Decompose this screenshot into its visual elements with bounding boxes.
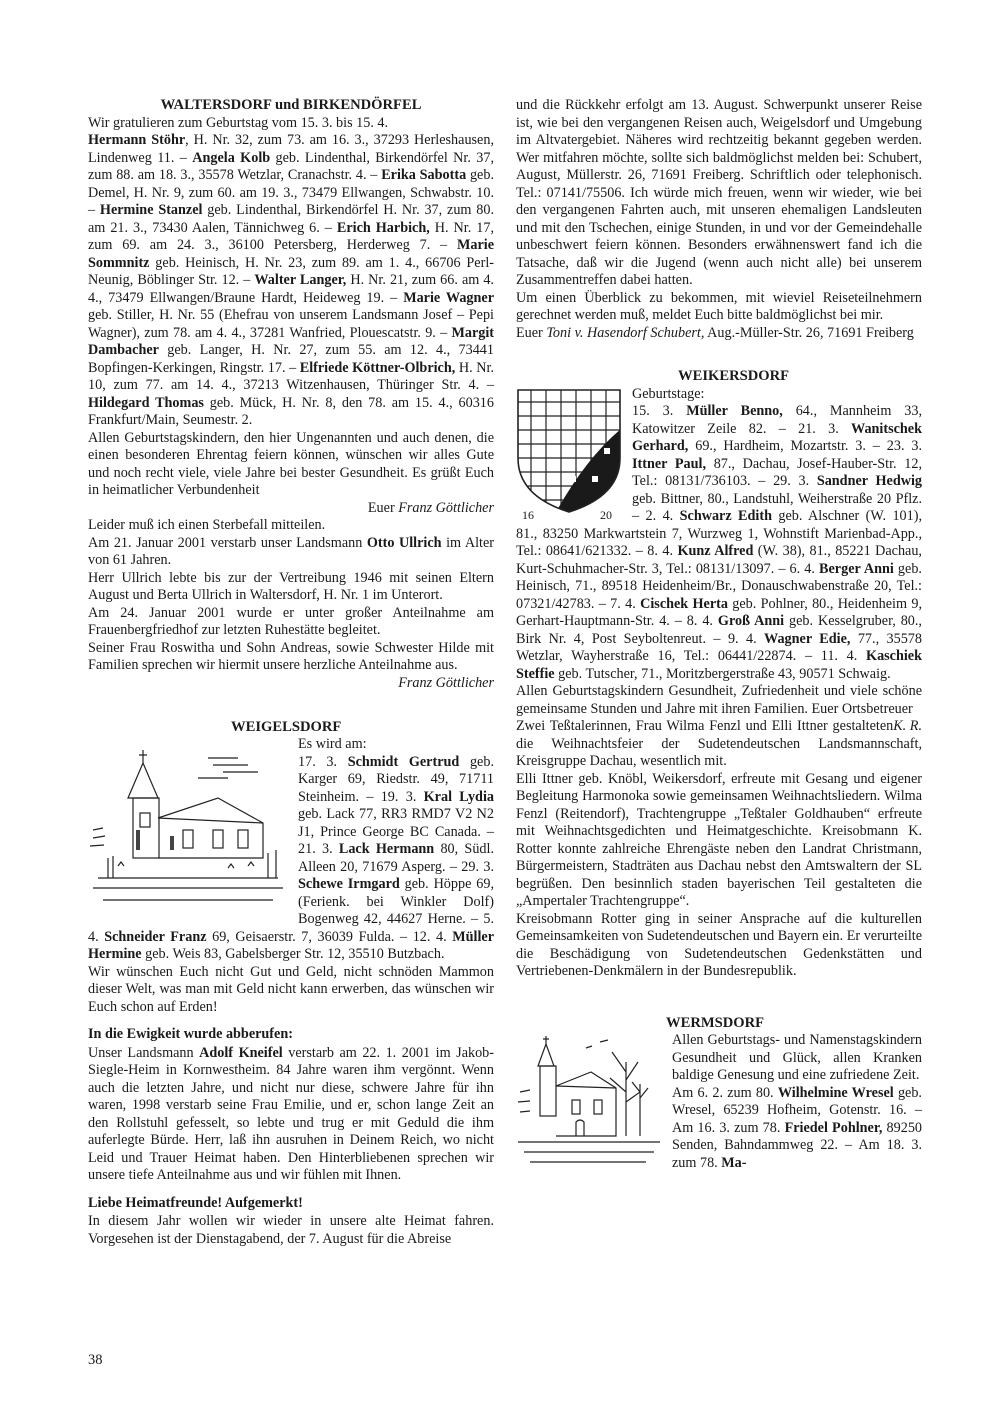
death-notice-burial: Am 24. Januar 2001 wurde er unter großer Anteilnahme am Frauenbergfriedhof zur letzten Ruhestätte begleitet. [88, 604, 494, 638]
page-number: 38 [88, 1352, 103, 1368]
weigelsdorf-intro: Es wird am: [298, 736, 367, 752]
birthday-entry [104, 929, 452, 945]
birthday-name: Hermine Stanzel [99, 202, 203, 218]
birthday-details: 69, Geisaerstr. 7, 36039 Fulda. – 12. 4. [206, 928, 453, 945]
birthday-name: Schneider Franz [104, 928, 207, 945]
section-heading-weikersdorf: WEIKERSDORF [678, 368, 790, 384]
birthday-details: geb. Wresel, 65239 Hofheim, Gotenstr. 16. – Am 16. 3. zum 78. [672, 1084, 922, 1136]
birthday-details: geb. Weis 83, Gabelsberger Str. 12, 35510 Butzbach. [141, 946, 445, 962]
birthday-details: geb. Demel, H. Nr. 9, zum 60. am 19. 3., 73479 Ellwangen, Schwabstr. 10. – [88, 167, 494, 218]
birthday-name: Hermann Stöhr [88, 132, 186, 148]
birthday-details: geb. Höppe 69, (Ferienk. bei Winkler Dolf) Bogenweg 42, 44627 Herne. – 5. 4. [88, 876, 494, 945]
birthday-entry [88, 395, 494, 429]
birthday-details: geb. Alschner (W. 101), 81., 83250 Markwartstein 7, Wurzweg 1, Wohnstift Marienbad-App., Tel.: 08641/621332. – 8. 4. [516, 508, 923, 559]
birthday-details: H. Nr. 17, zum 69. am 24. 3., 36100 Petersberg, Herderweg 7. – [88, 219, 494, 253]
death-notice-intro: Leider muß ich einen Sterbefall mitteilen. [88, 517, 326, 533]
birthday-name: Wanitschek Gerhard, [632, 420, 922, 454]
birthday-details: 89250 Senden, Bahndammweg 22. – Am 18. 3. zum 78. [672, 1119, 923, 1171]
death-notice-condolence: Seiner Frau Roswitha und Sohn Andreas, sowie Schwester Hilde mit Familien sprechen wir hiermit unsere herzliche Anteilnahme aus. Franz Göttlicher [88, 639, 494, 691]
birthday-details: 77., 35578 Wetzlar, Wayherstraße 16, Tel.: 06441/22874. – 11. 4. [516, 630, 922, 664]
weigelsdorf-wish: Wir wünschen Euch nicht Gut und Geld, nicht schnöden Mammon dieser Welt, was man mit Geld nicht kann erwerben, das wünschen wir Euch schon auf Erden! [88, 963, 494, 1015]
birthday-details: 80, Südl. Alleen 20, 71679 Asperg. – 29. 3. [298, 841, 494, 875]
attention-text: In diesem Jahr wollen wir wieder in unsere alte Heimat fahren. Vorgesehen ist der Dienstagabend, der 7. August für die Abreise [88, 1213, 494, 1247]
birthday-details: geb. Lindenthal, Birkendörfel H. Nr. 37, zum 80. am 21. 3., 73430 Aalen, Tännichweg 6. – [88, 202, 495, 236]
birthday-name: Erich Harbich, [336, 219, 430, 236]
left-column [88, 97, 494, 1248]
weikersdorf-wishes: Allen Geburtstagskindern Gesundheit, Zufriedenheit und viele schöne gemeinsame Stunden und Jahre mit ihren Familien. Euer Ortsbetreuer K. R. [516, 683, 922, 734]
birthday-date: Am 6. 2. zum 80. [672, 1084, 778, 1101]
birthday-name: Ma- [721, 1154, 747, 1171]
birthday-details: H. Nr. 21, zum 66. am 4. 4., 73479 Ellwangen/Braune Hardt, Heideweg 19. – [88, 272, 494, 306]
travel-continuation: und die Rückkehr erfolgt am 13. August. Schwerpunkt unserer Reise ist, wie bei den vergangenen Reisen auch, Weigelsdorf und Umgebung im Altvatergebiet. Näheres wird rechtzeitig bekannt gegeben werden. Wer mitfahren möchte, sollte sich baldmöglichst melden bei: Schubert, August, Müllerstr. 26, 71691 Freiberg. Schriftlich oder telephonisch. Tel.: 07141/75506. Ich würde mich freuen, wenn wir wieder, wie bei den vergangenen Fahrten auch, mit unseren ehemaligen Landsleuten und mit den Tschechen, einige Stunden, in und vor der Gemeindehalle unbeschwert feiern können. Besonders erwähnenswert fand ich die Tatsache, daß wir die Jugend (wenn auch nicht alle) bei unserem Zusammentreffen dabei hatten. [516, 97, 922, 288]
section-heading-weigelsdorf: WEIGELSDORF [231, 718, 342, 735]
birthday-name: Hildegard Thomas [88, 394, 204, 411]
weikersdorf-christmas: Zwei Teßtalerinnen, Frau Wilma Fenzl und Elli Ittner gestalteten die Weihnachtsfeier der Sudetendeutschen Landsmannschaft, Kreisgruppe Dachau, wesentlich mit. [516, 718, 922, 769]
eternity-heading: In die Ewigkeit wurde abberufen: [88, 1026, 293, 1042]
birthday-details: geb. Tutscher, 71., Moritzbergerstraße 43, 90571 Schwaig. [554, 665, 891, 682]
birthday-details: geb. Langer, H. Nr. 27, zum 55. am 12. 4., 73441 Bopfingen-Kerkingen, Ringstr. 17. – [88, 342, 494, 376]
right-column [516, 97, 922, 1176]
birthday-name: Marie Sommnitz [88, 237, 494, 271]
crest-year-right: 20 [600, 508, 612, 522]
travel-signature: Euer Toni v. Hasendorf Schubert, Aug.-Müller-Str. 26, 71691 Freiberg [516, 324, 914, 341]
birthday-name: Wilhelmine Wresel [777, 1084, 894, 1101]
birthday-entry [721, 1155, 746, 1171]
birthday-name: Müller Benno, [686, 403, 783, 419]
birthday-date: 17. 3. [298, 753, 348, 770]
eternity-notice: Unser Landsmann Adolf Kneifel verstarb am 22. 1. 2001 im Jakob-Siegle-Heim in Kornwestheim. 84 Jahre waren ihm vergönnt. Wenn auch die letzten Jahre, und nicht nur diese, schwere Jahre für ihn waren, 1998 verstarb seine Frau Emilie, und er, schon lange Zeit an den Rollstuhl gefesselt, so lebte und trug er mit Geduld die ihm auferlegte Bürde. Herr, laß ihn ausruhen in Deinem Reich, wo nicht Leid und Trauer Heimat haben. Den Hinterbliebenen sprechen wir unsere tiefe Anteilnahme aus und wir fühlen mit Ihnen. [88, 1044, 494, 1183]
waltersdorf-intro: Wir gratulieren zum Geburtstag vom 15. 3. bis 15. 4. [88, 114, 389, 131]
wermsdorf-intro: Allen Geburtstags- und Namenstagskindern Gesundheit und Glück, allen Kranken baldige Genesung und eine zufriedene Zeit. [672, 1032, 922, 1083]
birthday-details: (W. 38), 81., 85221 Dachau, Kurt-Schuhmacher-Str. 3, Tel.: 08131/13097. – 6. 4. [516, 543, 922, 577]
birthday-name: Walter Langer, [254, 272, 347, 288]
birthday-name: Cischek Herta [640, 595, 728, 612]
birthday-details: geb. Karger 69, Riedstr. 49, 71711 Steinheim. – 19. 3. [298, 753, 494, 805]
waltersdorf-wishes: Allen Geburtstagskindern, den hier Ungenannten und auch denen, die einen besonderen Ehrentag feiern können, wünschen wir alles Gute und noch recht viele, viele Jahre bei bester Gesundheit. Es grüßt Euch in heimatlicher Verbundenheit [88, 429, 494, 498]
birthday-details: geb. Lindenthal, Birkendörfel Nr. 37, zum 88. am 18. 3., 35578 Wetzlar, Cranachstr. 4. – [88, 149, 495, 183]
birthday-details: 87., Dachau, Josef-Hauber-Str. 12, Tel.: 08131/736103. – 29. 3. [632, 455, 922, 489]
attention-heading: Liebe Heimatfreunde! Aufgemerkt! [88, 1194, 303, 1211]
waltersdorf-birthday-list [88, 132, 494, 430]
chapel-illustration [516, 1032, 662, 1174]
death-notice: Am 21. Januar 2001 verstarb unser Landsmann Otto Ullrich im Alter von 61 Jahren. [88, 534, 494, 568]
section-heading-waltersdorf: WALTERSDORF und BIRKENDÖRFEL [160, 97, 422, 113]
birthday-name: Groß Anni [717, 613, 785, 629]
birthday-name: Müller Hermine [88, 928, 495, 962]
birthday-date: 15. 3. [632, 403, 687, 419]
birthday-name: Schwarz Edith [679, 508, 772, 524]
birthday-name: Friedel Pohlner, [784, 1119, 883, 1136]
birthday-name: Sandner Hedwig [816, 473, 922, 489]
travel-registration: Um einen Überblick zu bekommen, mit wieviel Reiseteilnehmern gerechnet werden muß, meldet Euch bitte baldmöglichst bei mir. [516, 289, 922, 323]
birthday-details: H. Nr. 10, zum 77. am 14. 4., 37213 Witzenhausen, Thüringer Str. 4. – [88, 359, 494, 393]
weikersdorf-crest [516, 388, 622, 522]
birthday-name: Lack Hermann [338, 841, 435, 857]
weikersdorf-intro: Geburtstage: [632, 385, 705, 402]
birthday-name: Schmidt Gertrud [347, 753, 460, 770]
birthday-details: geb. Bittner, 80., Landstuhl, Weiherstraße 20 Pflz. – 2. 4. [632, 490, 922, 524]
birthday-details: geb. Stiller, H. Nr. 55 (Ehefrau von unserem Landsmann Josef – Pepi Wagner), zum 78. am 4. 4., 37281 Wanfried, Plouescatstr. 9. – [88, 307, 494, 341]
birthday-name: Berger Anni [819, 560, 894, 577]
birthday-name: Margit Dambacher [88, 324, 494, 358]
birthday-name: Kunz Alfred [677, 543, 754, 559]
weikersdorf-celebration: Elli Ittner geb. Knöbl, Weikersdorf, erfreute mit Gesang und eigener Begleitung Harmonoka sowie gemeinsamen Weihnachtsliedern. Wilma Fenzl (Reitendorf), Trachtengruppe „Teßtaler Goldhauben“ erfreute mit Weihnachtsgedichten und Heimatgeschichte. Kreisobmann K. Rotter konnte zahlreiche Ehrengäste neben den Landrat Christmann, Bürgermeistern, Stadträten aus Dachau nebst den Amtswaltern der SL begrüßen. Den besinnlich staden bayerischen Teil gestalteten die „Ampertaler Trachtengruppe“. [516, 770, 922, 909]
birthday-details: geb. Heinisch, H. Nr. 23, zum 89. am 1. 4., 66706 Perl-Neunig, Böblinger Str. 12. – [88, 254, 494, 288]
birthday-details: geb. Pohlner, 80., Heidenheim 9, Gerhart-Hauptmann-Str. 4. – 8. 4. [516, 595, 922, 629]
birthday-name: Erika Sabotta [381, 167, 467, 183]
birthday-details: geb. Kesselgruber, 80., Birk Nr. 4, Post Seyboltenreut. – 9. 4. [516, 613, 922, 647]
birthday-details: 69., Hardheim, Mozartstr. 3. – 23. 3. [688, 438, 922, 454]
birthday-details: geb. Lack 77, RR3 RMD7 V2 N2 J1, Prince George BC Canada. – 21. 3. [298, 806, 494, 857]
birthday-details: 64., Mannheim 33, Katowitzer Zeile 82. – 21. 3. [632, 403, 923, 437]
birthday-name: Schewe Irmgard [298, 876, 400, 892]
birthday-details: geb. Mück, H. Nr. 8, den 78. am 15. 4., 60316 Frankfurt/Main, Seumestr. 2. [88, 394, 494, 428]
birthday-name: Kral Lydia [423, 788, 494, 805]
death-notice-history: Herr Ullrich lebte bis zur der Vertreibung 1946 mit seinen Eltern August und Berta Ullrich in Waltersdorf, H. Nr. 1 im Unterort. [88, 569, 494, 603]
birthday-name: Ittner Paul, [632, 455, 707, 472]
birthday-details: geb. Heinisch, 71., 89518 Heidenheim/Br., Donauschwabenstraße 20, Tel.: 07321/42783. – 7. 4. [516, 560, 922, 612]
birthday-name: Kaschiek Steffie [516, 648, 922, 682]
section-heading-wermsdorf: WERMSDORF [666, 1014, 765, 1031]
birthday-name: Angela Kolb [192, 149, 271, 166]
birthday-name: Wagner Edie, [764, 630, 851, 647]
crest-year-left: 16 [522, 508, 534, 522]
weikersdorf-speech: Kreisobmann Rotter ging in seiner Ansprache auf die kulturellen Gemeinsamkeiten von Sudetendeutschen und Bayern ein. Er verurteilte die Beschädigung von Sudetendeutschen Gedenkstätten und Vertriebenen-Denkmälern in der Bundesrepublik. [516, 910, 922, 979]
birthday-name: Elfriede Köttner-Olbrich, [299, 359, 456, 376]
birthday-details: , H. Nr. 32, zum 73. am 16. 3., 37293 Herleshausen, Lindenweg 11. – [88, 132, 494, 166]
birthday-name: Marie Wagner [403, 289, 494, 306]
waltersdorf-signature: Euer Franz Göttlicher [367, 499, 494, 516]
church-illustration [88, 738, 288, 926]
